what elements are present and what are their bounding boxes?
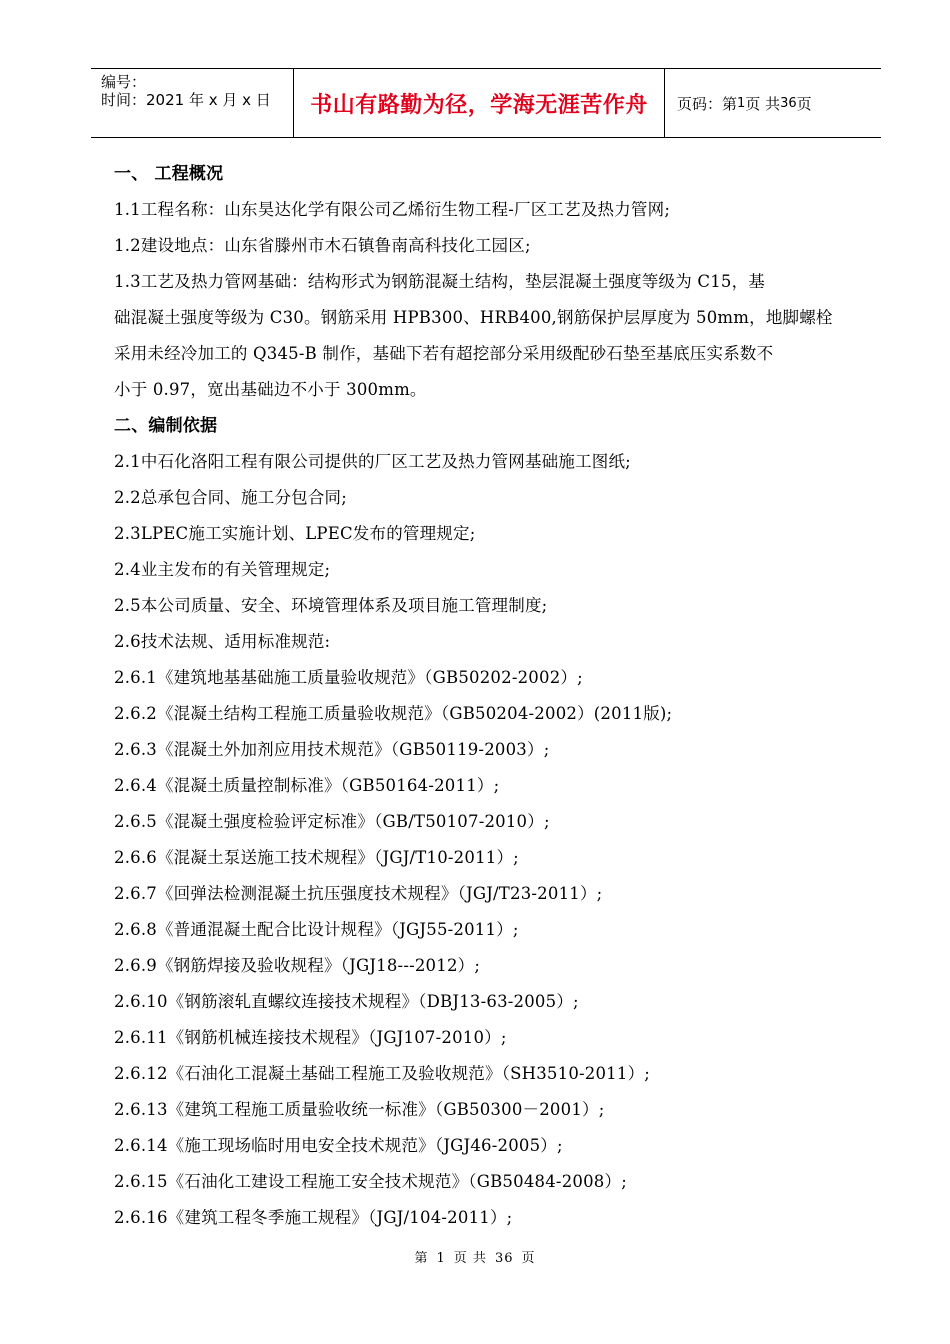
body-line: 2.6.9《钢筋焊接及验收规程》（JGJ18---2012）; — [114, 956, 481, 975]
body-line: 2.6.6《混凝土泵送施工技术规程》（JGJ/T10-2011）; — [114, 848, 519, 867]
footer-mid: 页 共 — [453, 1251, 487, 1266]
body-line: 2.2总承包合同、施工分包合同; — [114, 488, 347, 507]
time-label: 时间：2021 年 x 月 x 日 — [101, 91, 271, 109]
body-line: 2.6.1《建筑地基基础施工质量验收规范》（GB50202-2002）; — [114, 668, 583, 687]
footer-page: 1 — [436, 1251, 446, 1266]
header-page-cell — [665, 69, 881, 137]
body-line: 2.3LPEC施工实施计划、LPEC发布的管理规定; — [114, 524, 476, 543]
body-line: 2.6技术法规、适用标准规范: — [114, 632, 331, 651]
body-line: 2.1中石化洛阳工程有限公司提供的厂区工艺及热力管网基础施工图纸; — [114, 452, 631, 471]
document-body — [114, 156, 874, 1236]
body-line: 2.6.13《建筑工程施工质量验收统一标准》（GB50300－2001）; — [114, 1100, 605, 1119]
page-suffix: 页 — [796, 94, 812, 113]
body-line: 2.6.8《普通混凝土配合比设计规程》（JGJ55-2011）; — [114, 920, 519, 939]
body-line: 2.6.11《钢筋机械连接技术规程》（JGJ107-2010）; — [114, 1028, 507, 1047]
body-line: 2.6.4《混凝土质量控制标准》（GB50164-2011）; — [114, 776, 500, 795]
body-line: 2.6.10《钢筋滚轧直螺纹连接技术规程》（DBJ13-63-2005）; — [114, 992, 579, 1011]
body-line: 2.6.3《混凝土外加剂应用技术规范》（GB50119-2003）; — [114, 740, 550, 759]
body-line: 1.2建设地点：山东省滕州市木石镇鲁南高科技化工园区; — [114, 236, 531, 255]
body-line: 1.3工艺及热力管网基础：结构形式为钢筋混凝土结构，垫层混凝土强度等级为 C15，基 — [114, 272, 766, 291]
footer-total: 36 — [494, 1251, 514, 1266]
page-footer — [0, 1247, 950, 1266]
page-total: 36 — [780, 95, 797, 111]
body-line: 2.6.5《混凝土强度检验评定标准》（GB/T50107-2010）; — [114, 812, 550, 831]
body-line: 2.6.14《施工现场临时用电安全技术规范》（JGJ46-2005）; — [114, 1136, 563, 1155]
body-line: 采用未经冷加工的 Q345-B 制作，基础下若有超挖部分采用级配砂石垫至基底压实系数不 — [114, 344, 774, 363]
page-mid: 页 共 — [745, 94, 781, 113]
body-line: 2.6.15《石油化工建设工程施工安全技术规范》（GB50484-2008）; — [114, 1172, 627, 1191]
body-line: 2.5本公司质量、安全、环境管理体系及项目施工管理制度; — [114, 596, 548, 615]
section-heading: 二、编制依据 — [114, 416, 218, 436]
page-prefix: 页码：第 — [677, 94, 738, 113]
footer-suffix: 页 — [521, 1251, 536, 1266]
motto-text: 书山有路勤为径，学海无涯苦作舟 — [310, 92, 648, 118]
body-line: 1.1工程名称：山东昊达化学有限公司乙烯衍生物工程-厂区工艺及热力管网; — [114, 200, 671, 219]
footer-prefix: 第 — [414, 1251, 429, 1266]
body-line: 2.6.16《建筑工程冬季施工规程》（JGJ/104-2011）; — [114, 1208, 513, 1227]
document-header — [91, 68, 881, 138]
header-motto-cell — [293, 69, 665, 137]
body-line: 小于 0.97，宽出基础边不小于 300mm。 — [114, 380, 427, 399]
header-meta-cell — [91, 69, 293, 137]
body-line: 础混凝土强度等级为 C30。钢筋采用 HPB300、HRB400,钢筋保护层厚度为 50mm，地脚螺栓 — [114, 308, 833, 327]
number-label: 编号： — [101, 73, 147, 91]
body-line: 2.6.7《回弹法检测混凝土抗压强度技术规程》（JGJ/T23-2011）; — [114, 884, 603, 903]
body-line: 2.4业主发布的有关管理规定; — [114, 560, 331, 579]
body-line: 2.6.12《石油化工混凝土基础工程施工及验收规范》（SH3510-2011）; — [114, 1064, 651, 1083]
body-line: 2.6.2《混凝土结构工程施工质量验收规范》（GB50204-2002）(2011版); — [114, 704, 673, 723]
section-heading: 一、 工程概况 — [114, 164, 224, 184]
page-number: 1 — [737, 95, 746, 111]
